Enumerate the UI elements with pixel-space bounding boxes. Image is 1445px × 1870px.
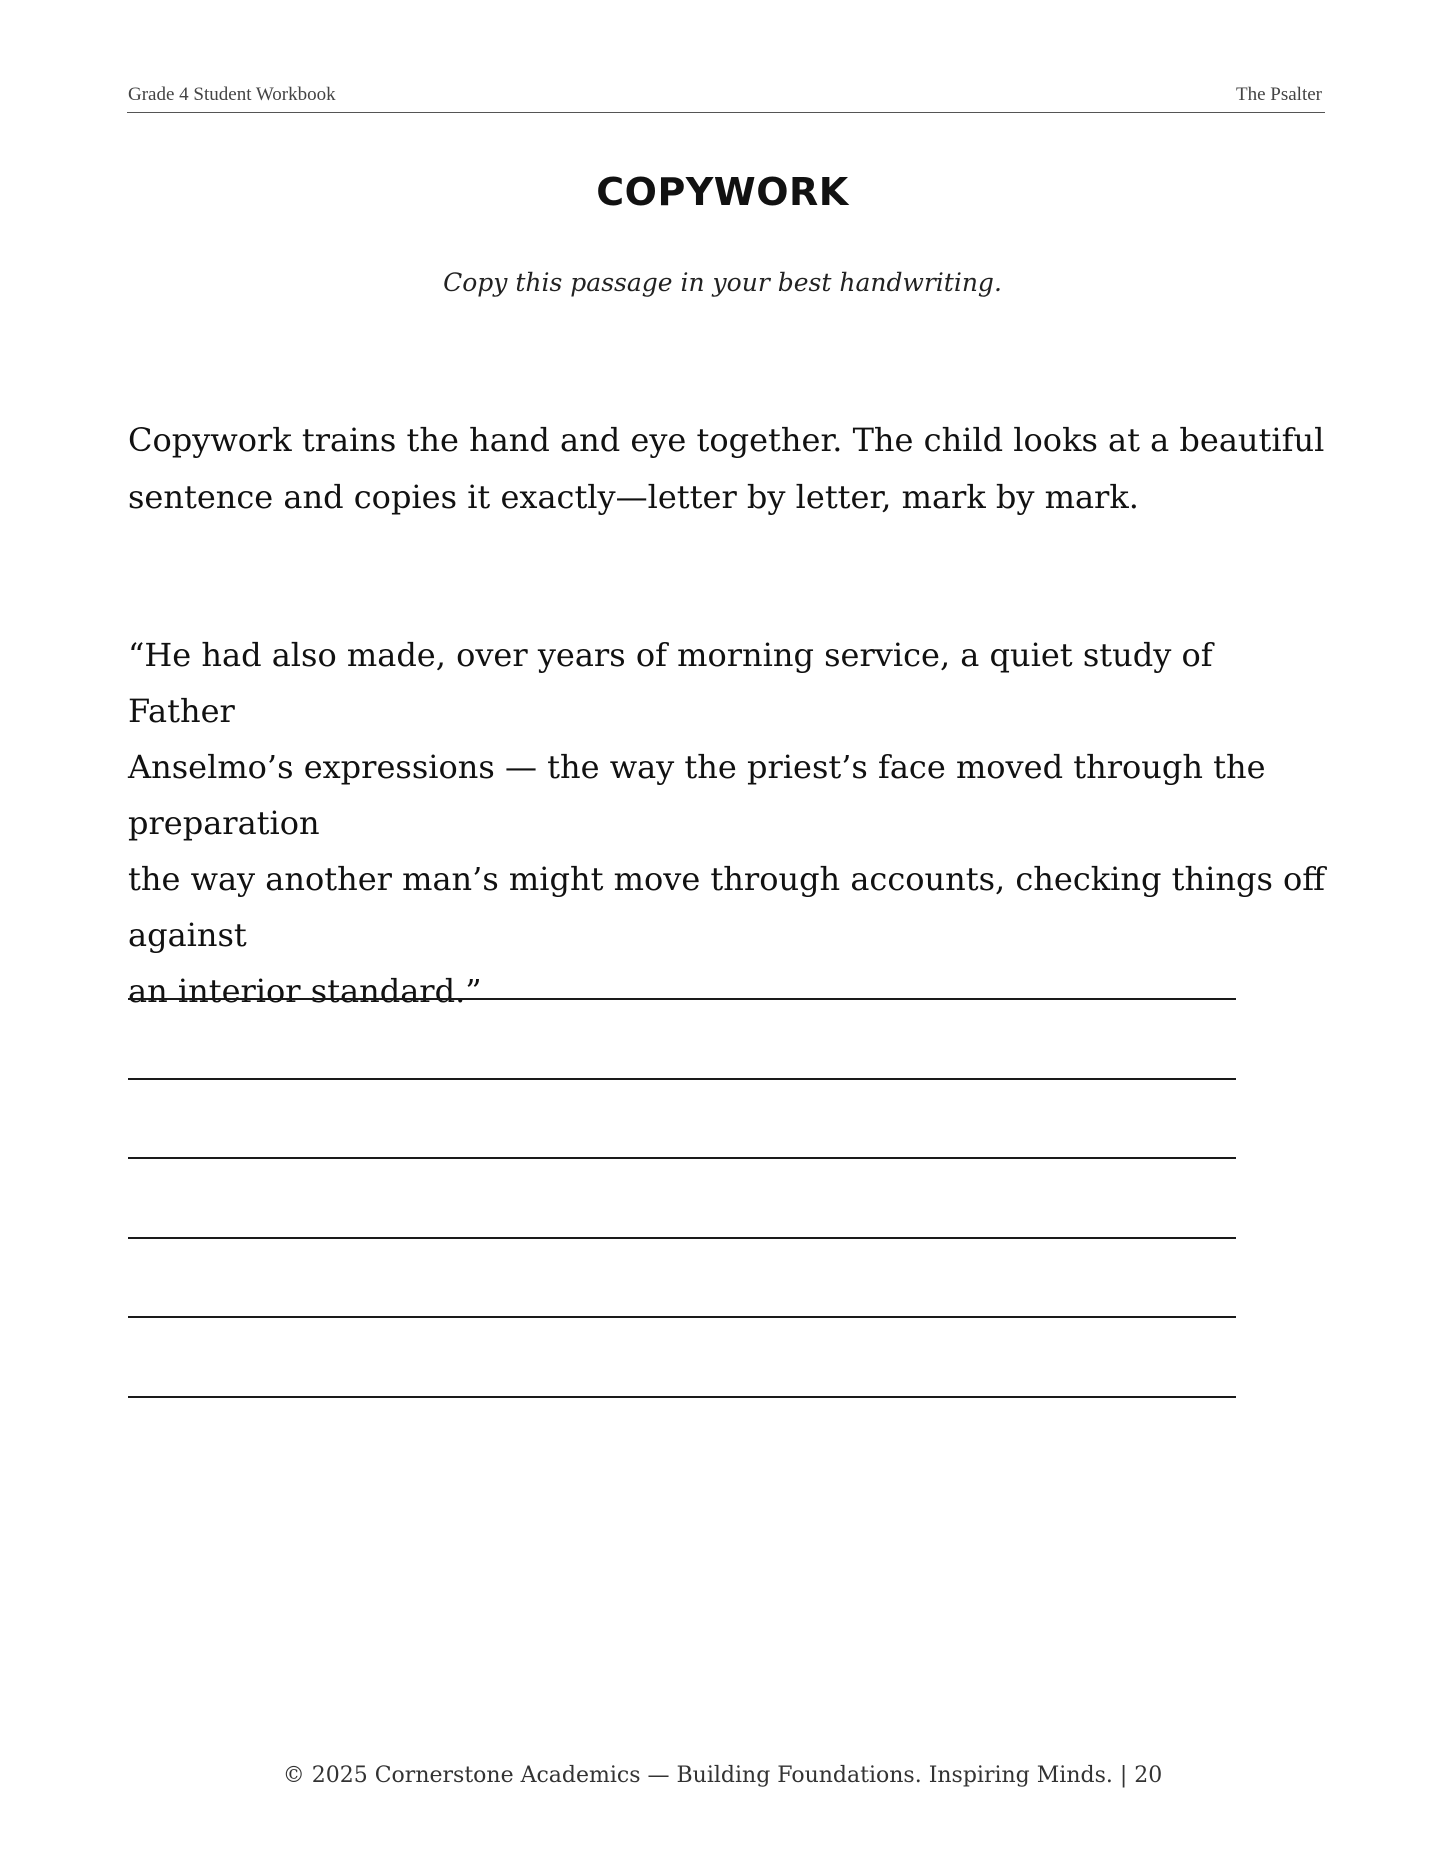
passage-line: the way another man’s might move through accounts, checking things off against	[128, 860, 1326, 954]
intro-paragraph: Copywork trains the hand and eye together. The child looks at a beautiful sentence and copies it exactly—letter by letter, mark by mark.	[128, 421, 1325, 516]
passage-line: Anselmo’s expressions — the way the priest’s face moved through the preparation	[128, 748, 1266, 842]
passage-line: an interior standard.”	[128, 972, 482, 1010]
writing-line	[128, 1239, 1236, 1319]
header-workbook-title: Grade 4 Student Workbook	[128, 84, 336, 105]
handwriting-lines	[128, 990, 1236, 1398]
writing-line	[128, 1159, 1236, 1239]
page-header	[127, 84, 1325, 113]
writing-line	[128, 1080, 1236, 1160]
copywork-passage	[128, 627, 1328, 1019]
passage-line: “He had also made, over years of morning service, a quiet study of Father	[128, 636, 1213, 730]
header-section-title: The Psalter	[1235, 84, 1322, 105]
writing-line	[128, 1000, 1236, 1080]
page-footer: © 2025 Cornerstone Academics — Building Foundations. Inspiring Minds. | 20	[282, 1763, 1163, 1788]
writing-line	[128, 990, 1236, 1000]
instruction-text: Copy this passage in your best handwriting.	[443, 268, 1002, 297]
writing-line	[128, 1318, 1236, 1398]
page-title: COPYWORK	[596, 170, 849, 214]
